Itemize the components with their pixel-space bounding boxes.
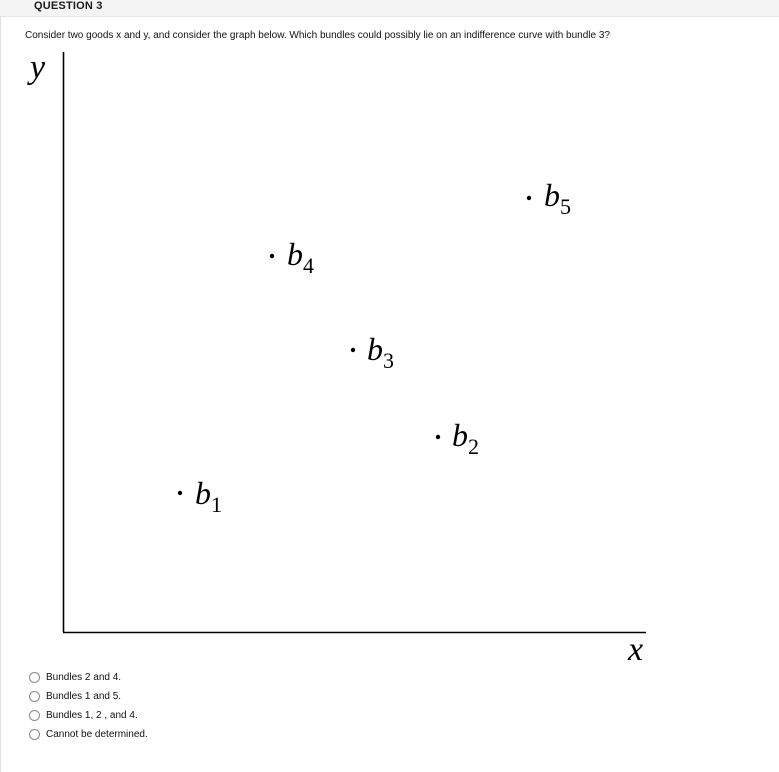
bundle-name: b (287, 236, 303, 272)
bundle-point (351, 348, 355, 352)
bundle-subscript: 1 (211, 492, 222, 517)
option-cannot-be-determined[interactable] (29, 725, 148, 744)
radio-button[interactable] (29, 691, 40, 702)
question-text: Consider two goods x and y, and consider the graph below. Which bundles could possibly lie on an indifference curve with bundle 3? (25, 30, 610, 41)
bundle-name: b (367, 331, 383, 367)
bundle-subscript: 3 (383, 348, 394, 373)
bundle-subscript: 5 (560, 194, 571, 219)
bundle-b2 (436, 417, 479, 459)
bundle-b4 (270, 236, 314, 278)
bundle-name: b (452, 417, 468, 453)
x-axis-label: x (628, 631, 644, 668)
answer-options (29, 668, 148, 744)
option-label: Cannot be determined. (46, 729, 148, 740)
svg-text:b3 (367, 331, 394, 373)
radio-button[interactable] (29, 710, 40, 721)
bundle-b3 (351, 331, 394, 373)
option-bundles-2-and-4[interactable] (29, 668, 148, 687)
y-axis-label: y (30, 49, 46, 86)
bundle-point (527, 196, 531, 200)
option-label: Bundles 1 and 5. (46, 691, 122, 702)
bundle-subscript: 2 (468, 434, 479, 459)
bundle-subscript: 4 (303, 253, 314, 278)
bundle-point (436, 435, 440, 439)
option-label: Bundles 2 and 4. (46, 672, 122, 683)
bundle-b1 (178, 475, 222, 517)
bundle-b5 (527, 177, 571, 219)
svg-text:b4 (287, 236, 314, 278)
option-bundles-1-and-5[interactable] (29, 687, 148, 706)
bundle-point (178, 491, 182, 495)
radio-button[interactable] (29, 672, 40, 683)
svg-text:b5 (544, 177, 571, 219)
option-label: Bundles 1, 2 , and 4. (46, 710, 138, 721)
bundle-point (270, 254, 274, 258)
svg-text:b1 (195, 475, 222, 517)
bundle-name: b (544, 177, 560, 213)
radio-button[interactable] (29, 729, 40, 740)
question-title: QUESTION 3 (34, 0, 103, 12)
svg-text:b2 (452, 417, 479, 459)
option-bundles-1-2-and-4[interactable] (29, 706, 148, 725)
bundle-name: b (195, 475, 211, 511)
